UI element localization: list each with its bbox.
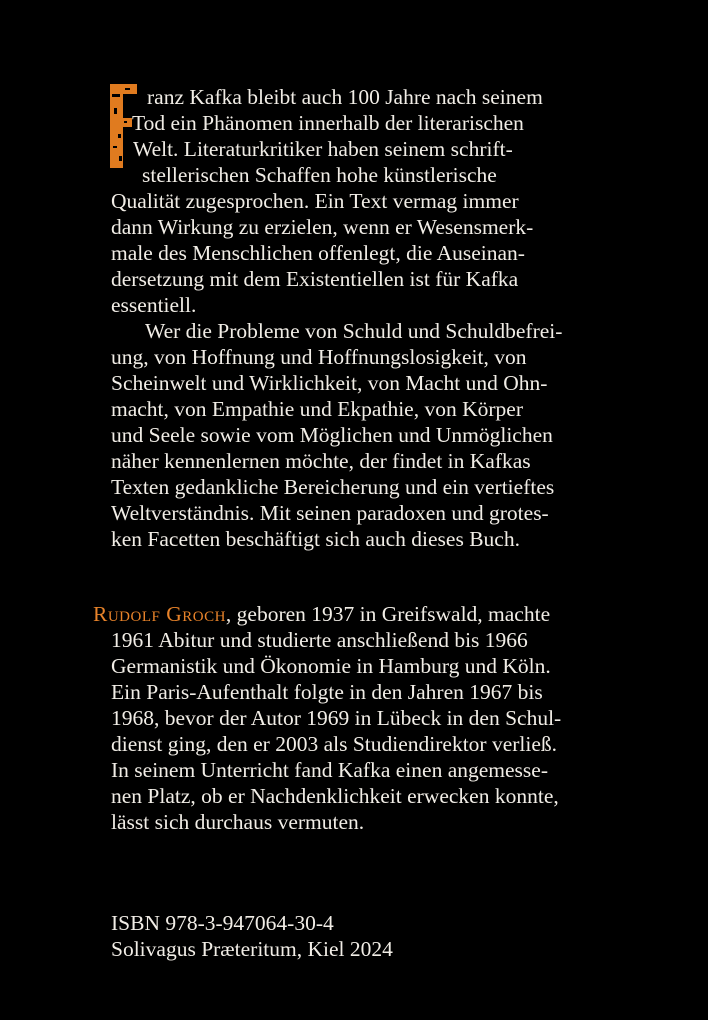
blurb-line: ken Facetten beschäftigt sich auch dieses Buch. [111, 527, 520, 551]
blurb-line: und Seele sowie vom Möglichen und Unmöglichen [111, 423, 553, 447]
author-bio-line: nen Platz, ob er Nachdenklichkeit erwecken konnte, [111, 784, 559, 808]
blurb-line: Welt. Literaturkritiker haben seinem schrift- [133, 137, 513, 161]
blurb-line: stellerischen Schaffen hohe künstlerische [142, 163, 497, 187]
blurb-line: Qualität zugesprochen. Ein Text vermag immer [111, 189, 519, 213]
author-bio-line: , geboren 1937 in Greifswald, machte [225, 602, 551, 626]
author-bio-line: 1968, bevor der Autor 1969 in Lübeck in den Schul- [111, 706, 562, 730]
author-bio-line: 1961 Abitur und studierte anschließend bis 1966 [111, 628, 528, 652]
blurb-line: Scheinwelt und Wirklichkeit, von Macht und Ohn- [111, 371, 548, 395]
author-bio-line: In seinem Unterricht fand Kafka einen angemesse- [111, 758, 548, 782]
author-bio-line: Ein Paris-Aufenthalt folgte in den Jahren 1967 bis [111, 680, 543, 704]
author-bio-line: Germanistik und Ökonomie in Hamburg und Köln. [111, 654, 551, 678]
author-bio-first-line [93, 604, 550, 626]
blurb-line: dersetzung mit dem Existentiellen ist für Kafka [111, 267, 519, 291]
isbn: ISBN 978-3-947064-30-4 [111, 911, 334, 935]
blurb-line: male des Menschlichen offenlegt, die Auseinan- [111, 241, 525, 265]
blurb-line: Tod ein Phänomen innerhalb der literarischen [132, 111, 524, 135]
author-bio-line: dienst ging, den er 2003 als Studiendirektor verließ. [111, 732, 558, 756]
blurb-line: macht, von Empathie und Ekpathie, von Körper [111, 397, 523, 421]
blurb-line: ung, von Hoffnung und Hoffnungslosigkeit, von [111, 345, 527, 369]
blurb-line: Texten gedankliche Bereicherung und ein vertieftes [111, 475, 555, 499]
blurb-line: näher kennenlernen möchte, der findet in Kafkas [111, 449, 531, 473]
publisher-line: Solivagus Præteritum, Kiel 2024 [111, 937, 393, 961]
author-name: Rudolf Groch [93, 602, 226, 626]
author-bio-line: lässt sich durchaus vermuten. [111, 810, 365, 834]
blurb-line: essentiell. [111, 293, 197, 317]
blurb-line: Wer die Probleme von Schuld und Schuldbefrei- [145, 319, 563, 343]
dropcap-letter: F [110, 84, 111, 85]
blurb-line: Weltverständnis. Mit seinen paradoxen und grotes- [111, 501, 549, 525]
blurb-line: ranz Kafka bleibt auch 100 Jahre nach seinem [147, 85, 543, 109]
blurb-line: dann Wirkung zu erzielen, wenn er Wesensmerk- [111, 215, 534, 239]
